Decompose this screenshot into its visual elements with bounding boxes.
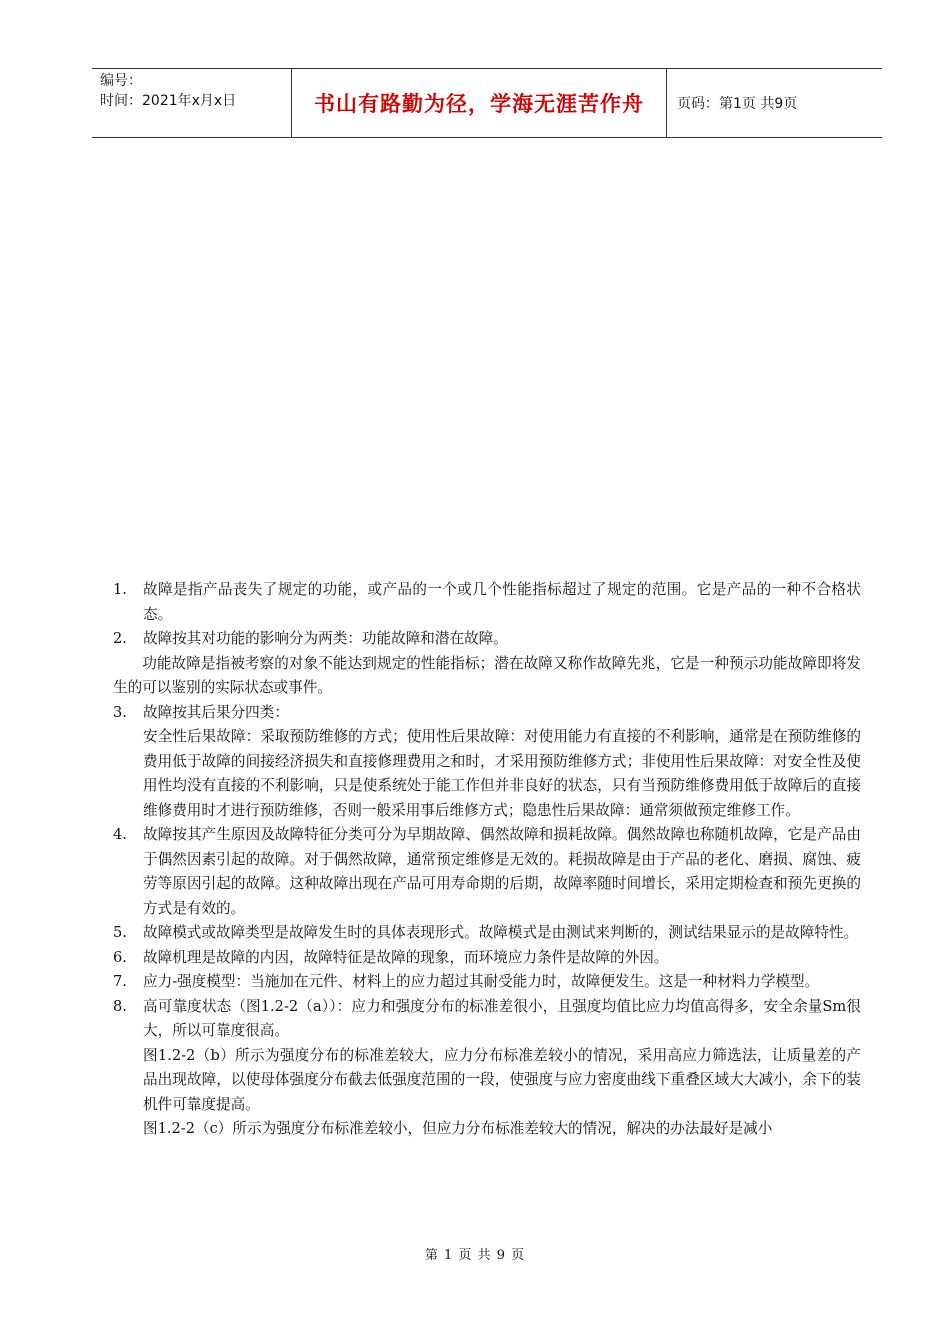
list-item-number: 1. (113, 581, 127, 598)
paragraph: 图1.2-2（b）所示为强度分布的标准差较大，应力分布标准差较小的情况，采用高应力筛选法，让质量差的产品出现故障，以使母体强度分布截去低强度范围的一段，使强度与应力密度曲线下重叠区域大大减小，余下的装机件可靠度提高。 (143, 1046, 861, 1113)
list-item (113, 946, 861, 971)
list-item-text: 应力-强度模型：当施加在元件、材料上的应力超过其耐受能力时，故障便发生。这是一种材料力学模型。 (143, 973, 820, 990)
list-item-text: 故障按其产生原因及故障特征分类可分为早期故障、偶然故障和损耗故障。偶然故障也称随机故障，它是产品由于偶然因素引起的故障。对于偶然故障，通常预定维修是无效的。耗损故障是由于产品的老化、磨损、腐蚀、疲劳等原因引起的故障。这种故障出现在产品可用寿命期的后期，故障率随时间增长，采用定期检查和预先更换的方式是有效的。 (143, 826, 861, 917)
list-item (113, 970, 861, 995)
paragraph: 图1.2-2（c）所示为强度分布标准差较小，但应力分布标准差较大的情况，解决的办法最好是减小 (143, 1120, 773, 1137)
list-item-number: 2. (113, 630, 127, 647)
list-item-text: 故障按其对功能的影响分为两类：功能故障和潜在故障。 (143, 630, 508, 647)
list-item-number: 4. (113, 826, 127, 843)
header-meta (92, 69, 292, 137)
list-item-number: 7. (113, 973, 127, 990)
list-item-number: 6. (113, 948, 127, 966)
list-item (113, 627, 861, 652)
list-item-text: 故障模式或故障类型是故障发生时的具体表现形式。故障模式是由测试来判断的，测试结果显示的是故障特性。 (143, 924, 859, 941)
list-item (113, 823, 861, 921)
document-body (113, 578, 861, 1142)
list-item (113, 701, 861, 726)
document-number-label: 编号： (100, 73, 142, 89)
paragraph: 安全性后果故障：采取预防维修的方式；使用性后果故障：对使用能力有直接的不利影响，通常是在预防维修的费用低于故障的间接经济损失和直接修理费用之和时，才采用预防维修方式；非使用性后果故障：对安全性及使用性均没有直接的不利影响，只是使系统处于能工作但并非良好的状态，只有当预防维修费用低于故障后的直接维修费用时才进行预防维修，否则一般采用事后维修方式；隐患性后果故障：通常须做预定维修工作。 (143, 728, 861, 819)
header-page-number: 页码：第1页 共9页 (677, 96, 798, 112)
list-item-text: 高可靠度状态（图1.2-2（a））：应力和强度分布的标准差很小，且强度均值比应力均值高得多，安全余量Sm很大，所以可靠度很高。 (143, 997, 861, 1039)
list-item (113, 921, 861, 946)
list-item-text: 故障按其后果分四类： (143, 703, 289, 721)
list-item (113, 995, 861, 1044)
list-item-number: 3. (113, 703, 127, 721)
header-motto: 书山有路勤为径，学海无涯苦作舟 (292, 69, 667, 137)
paragraph: 功能故障是指被考察的对象不能达到规定的性能指标；潜在故障又称作故障先兆，它是一种预示功能故障即将发生的可以鉴别的实际状态或事件。 (113, 654, 861, 696)
document-time-label: 时间：2021年x月x日 (100, 93, 237, 109)
page-footer: 第 1 页 共 9 页 (424, 1248, 526, 1263)
list-item-text: 故障是指产品丧失了规定的功能，或产品的一个或几个性能指标超过了规定的范围。它是产品的一种不合格状态。 (143, 581, 861, 623)
list-item-number: 8. (113, 997, 127, 1015)
list-item (113, 578, 861, 627)
list-item-number: 5. (113, 924, 127, 941)
list-item-text: 故障机理是故障的内因，故障特征是故障的现象，而环境应力条件是故障的外因。 (143, 948, 669, 966)
page-header (92, 68, 882, 138)
